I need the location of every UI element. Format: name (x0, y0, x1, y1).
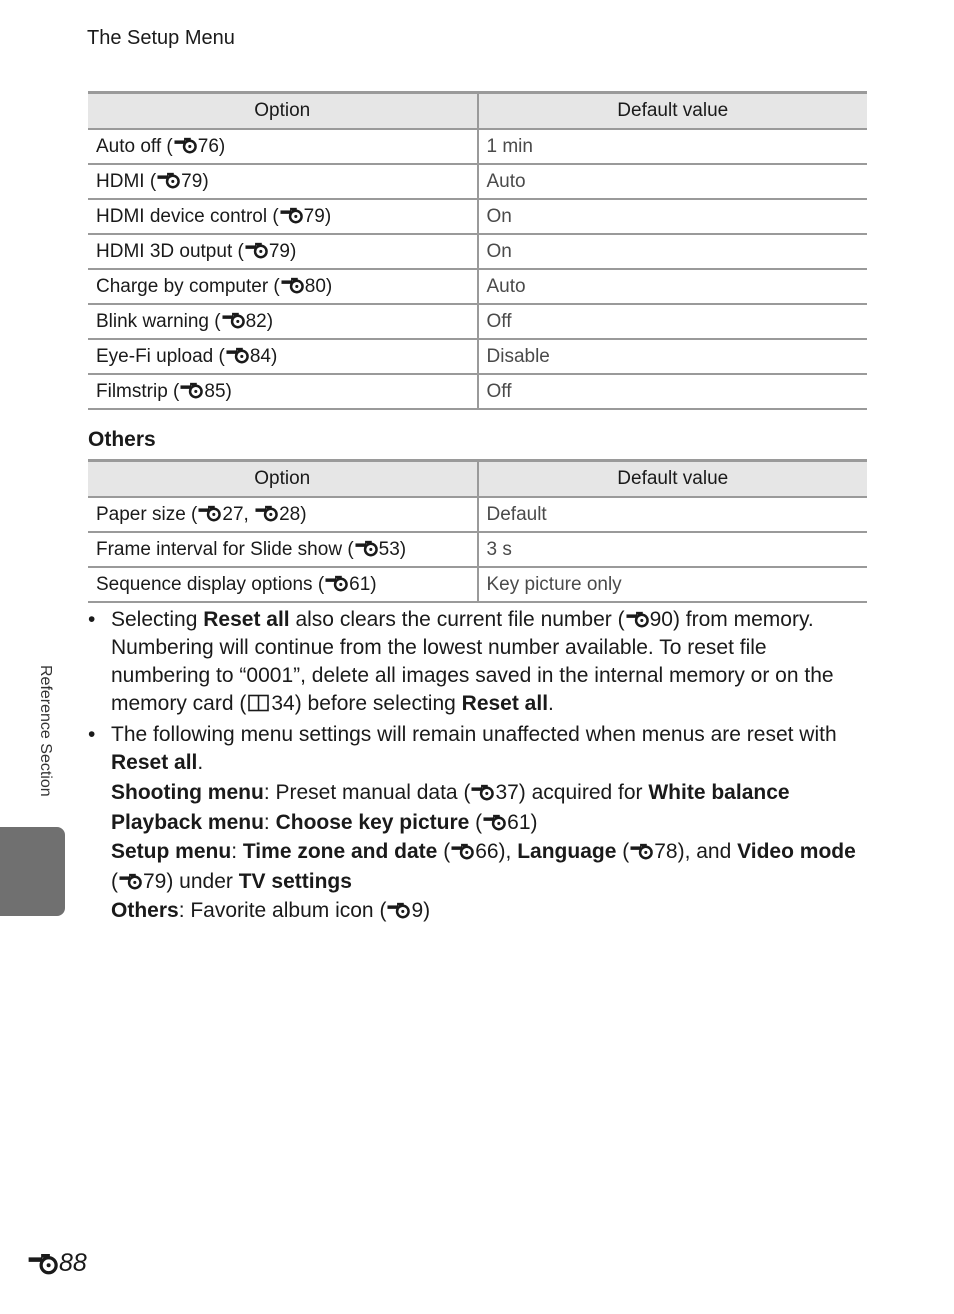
note-text: Selecting (111, 608, 204, 631)
table-row (88, 497, 867, 532)
reference-section-icon (355, 540, 378, 557)
reference-section-icon (483, 814, 506, 831)
default-value-cell: Default (478, 497, 868, 532)
others-table-body (88, 497, 867, 602)
page-ref: 85 (204, 380, 226, 402)
page-ref: 78 (654, 840, 678, 863)
option-cell: HDMI device control ( 79) (88, 199, 478, 234)
default-value-cell: Key picture only (478, 567, 868, 602)
shooting-menu-note (111, 778, 868, 808)
setting-name: Choose key picture (275, 810, 470, 834)
table-row (88, 567, 867, 602)
reference-section-icon (198, 505, 221, 522)
page-ref: 61 (507, 810, 531, 834)
default-value-cell: Off (478, 374, 868, 409)
default-value-cell: Auto (478, 269, 868, 304)
option-label: Auto off (96, 135, 162, 157)
page-number-text: 88 (59, 1249, 87, 1277)
column-header-default: Default value (478, 461, 868, 498)
menu-label: Shooting menu (111, 781, 264, 804)
menu-label: Playback menu (111, 810, 264, 834)
page-ref: 79 (181, 170, 203, 192)
page-ref: 90 (649, 608, 673, 631)
page-ref: 79 (268, 240, 290, 262)
option-cell: HDMI 3D output ( 79) (88, 234, 478, 269)
page-header: The Setup Menu (87, 27, 235, 49)
note-text: : Favorite album icon ( (178, 899, 387, 922)
note-text: . (548, 692, 554, 715)
default-value-cell: 3 s (478, 532, 868, 567)
reference-section-icon (222, 312, 245, 329)
default-value-cell: On (478, 234, 868, 269)
reference-section-icon (255, 505, 278, 522)
note-text: ( (616, 840, 630, 863)
note-text: . (197, 751, 204, 774)
default-value-cell: 1 min (478, 129, 868, 164)
table-row (88, 199, 867, 234)
reference-section-icon (157, 172, 180, 189)
option-label: HDMI device control (96, 205, 268, 227)
note-text: ( (437, 840, 451, 863)
notes-list (88, 606, 868, 929)
note-text: ), (498, 840, 518, 863)
option-cell: Sequence display options ( 61) (88, 567, 478, 602)
option-label: Paper size (96, 503, 186, 525)
page-ref: 37 (495, 781, 519, 804)
setting-name: Time zone and date (242, 840, 438, 863)
note-text: ) under (166, 869, 239, 893)
option-label: Frame interval for Slide show (96, 538, 343, 560)
menu-label: Others (111, 899, 179, 922)
table-row (88, 269, 867, 304)
reference-section-icon (281, 277, 304, 294)
reference-section-icon (180, 382, 203, 399)
option-label: Eye-Fi upload (96, 345, 214, 367)
page-number (27, 1249, 87, 1278)
page-ref: 79 (303, 205, 325, 227)
option-label: HDMI (96, 170, 145, 192)
reference-section-icon (119, 873, 142, 890)
column-header-option: Option (88, 461, 478, 498)
page-ref: 53 (378, 538, 400, 560)
page-ref: 27 (222, 503, 244, 525)
option-label: Charge by computer (96, 275, 269, 297)
option-cell: Blink warning ( 82) (88, 304, 478, 339)
option-label: Sequence display options (96, 573, 313, 595)
option-label: Blink warning (96, 310, 209, 332)
page-ref: 66 (475, 840, 499, 863)
note-bold: Reset all (203, 608, 290, 631)
others-note (111, 896, 868, 926)
option-cell: Eye-Fi upload ( 84) (88, 339, 478, 374)
table-row (88, 374, 867, 409)
note-text: The following menu settings will remain unaffected when menus are reset with (111, 723, 837, 746)
note-text: also clears the current file number ( (289, 608, 625, 631)
note-text: ) (423, 899, 431, 922)
table-row (88, 532, 867, 567)
note-bold: Reset all (111, 751, 198, 774)
page-ref: 80 (304, 275, 326, 297)
page-ref: 9 (411, 899, 424, 922)
default-value-cell: Auto (478, 164, 868, 199)
setting-name: Language (517, 840, 617, 863)
note-text: : Preset manual data ( (263, 781, 471, 804)
playback-menu-note (111, 808, 868, 838)
option-label: Filmstrip (96, 380, 168, 402)
reference-section-icon (630, 843, 653, 860)
table-row (88, 339, 867, 374)
page-ref: 84 (249, 345, 271, 367)
reference-section-icon (245, 242, 268, 259)
note-text: ( (469, 810, 483, 834)
note-text: : (263, 810, 276, 834)
option-cell: Paper size ( 27, 28) (88, 497, 478, 532)
option-cell: Filmstrip ( 85) (88, 374, 478, 409)
menu-label: Setup menu (111, 840, 232, 863)
setup-table-body (88, 129, 867, 409)
note-unaffected-settings (88, 721, 868, 926)
reference-section-icon (626, 611, 649, 628)
note-text: ) acquired for (518, 781, 649, 804)
setting-name: TV settings (238, 869, 352, 893)
option-cell: Charge by computer ( 80) (88, 269, 478, 304)
note-text: ), and (677, 840, 738, 863)
section-tab (0, 827, 65, 916)
option-label: HDMI 3D output (96, 240, 233, 262)
reference-section-icon (325, 575, 348, 592)
default-value-cell: On (478, 199, 868, 234)
others-defaults-table (88, 459, 867, 603)
note-bold: Reset all (461, 692, 549, 715)
option-cell: HDMI ( 79) (88, 164, 478, 199)
note-reset-file-number (88, 606, 868, 718)
reference-section-icon (451, 843, 474, 860)
option-cell: Auto off ( 76) (88, 129, 478, 164)
reference-section-icon (226, 347, 249, 364)
page-ref: 79 (143, 869, 167, 893)
setting-name: Video mode (737, 840, 856, 863)
note-text: ) from memory. Numbering will continue from the lowest number available. To reset file numbering to “0001”, delete all images saved in the internal memory or on the memory card ( (111, 608, 834, 715)
table-header-row (88, 93, 867, 130)
table-row (88, 234, 867, 269)
reference-section-icon (174, 137, 197, 154)
section-side-label: Reference Section (37, 665, 54, 797)
note-text: ) (530, 810, 538, 834)
note-text: : (231, 840, 243, 863)
reference-section-icon (28, 1253, 58, 1275)
page-ref: 28 (279, 503, 301, 525)
page-ref: 82 (245, 310, 267, 332)
setup-defaults-table (88, 91, 867, 410)
reference-section-icon (471, 784, 494, 801)
setting-name: White balance (648, 781, 790, 804)
others-heading: Others (88, 428, 156, 451)
default-value-cell: Off (478, 304, 868, 339)
default-value-cell: Disable (478, 339, 868, 374)
note-text: ) before selecting (294, 692, 462, 715)
table-header-row (88, 461, 867, 498)
column-header-option: Option (88, 93, 478, 130)
column-header-default: Default value (478, 93, 868, 130)
table-row (88, 164, 867, 199)
option-cell: Frame interval for Slide show ( 53) (88, 532, 478, 567)
setup-menu-note (111, 837, 868, 896)
table-row (88, 304, 867, 339)
page-ref: 61 (349, 573, 371, 595)
page-ref: 34 (271, 692, 295, 715)
reference-section-icon (280, 207, 303, 224)
page-ref: 76 (197, 135, 219, 157)
note-text: ( (111, 869, 118, 893)
table-row (88, 129, 867, 164)
book-icon (247, 695, 270, 712)
reference-section-icon (387, 902, 410, 919)
